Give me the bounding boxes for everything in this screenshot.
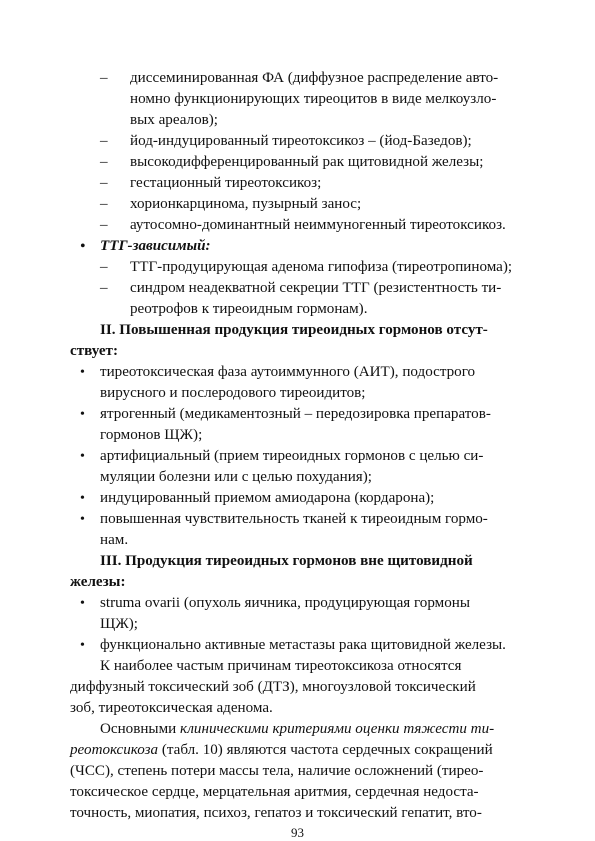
paragraph-line: (ЧСС), степень потери массы тела, наличие осложнений (тирео- [70, 763, 484, 779]
bullet-marker: • [80, 596, 85, 611]
section-heading-2-cont: ствует: [70, 343, 118, 359]
list-item-line: гестационный тиреотоксикоз; [130, 175, 322, 191]
list-item-line: struma ovarii (опухоль яичника, продуцирующая гормоны [100, 595, 470, 611]
bullet-marker: • [80, 407, 85, 422]
bullet-marker: • [80, 365, 85, 380]
bullet-marker: • [80, 512, 85, 527]
text-line: синдром неадекватной секреции ТТГ (резистентность ти- [130, 280, 502, 296]
list-item-line: индуцированный приемом амиодарона (кордарона); [100, 490, 435, 506]
list-item-line: реотрофов к тиреоидным гормонам). [130, 301, 368, 317]
list-item-line: артифициальный (прием тиреоидных гормонов с целью си- [100, 448, 484, 464]
list-item-line: вых ареалов); [130, 112, 218, 128]
list-item-line: тиреотоксическая фаза аутоиммунного (АИТ), подострого [100, 364, 476, 380]
section-heading-3: III. Продукция тиреоидных гормонов вне щитовидной [100, 553, 473, 569]
list-item-line: ятрогенный (медикаментозный – передозировка препаратов- [100, 406, 491, 422]
page-number: 93 [291, 825, 304, 840]
italic-run: реотоксикоза [70, 742, 159, 758]
section-heading-3-cont: железы: [70, 574, 126, 590]
list-item-line: аутосомно-доминантный неиммуногенный тиреотоксикоз. [130, 217, 506, 233]
bullet-marker: • [80, 491, 85, 506]
subheading-ttg: ТТГ-зависимый: [100, 238, 211, 254]
dash-marker: – [100, 133, 108, 149]
list-item-line [130, 278, 525, 299]
bullet-marker: • [80, 638, 85, 653]
paragraph-line: диффузный токсический зоб (ДТЗ), многоузловой токсический [70, 679, 476, 695]
list-item-line: ТТГ-продуцирующая аденома гипофиза (тиреотропинома); [130, 259, 513, 275]
bullet-marker: • [80, 449, 85, 464]
text-line: диссеминированная ФА (диффузное распределение авто- [130, 70, 499, 86]
list-item-line: муляции болезни или с целью похудания); [100, 469, 372, 485]
dash-marker: – [100, 154, 108, 170]
list-item-line: номно функционирующих тиреоцитов в виде мелкоузло- [130, 91, 497, 107]
italic-run: клиническими критериями оценки тяжести ти- [179, 721, 495, 737]
dash-marker: – [100, 259, 108, 275]
list-item-line: функционально активные метастазы рака щитовидной железы. [100, 637, 506, 653]
dash-marker: – [100, 280, 108, 296]
section-heading-2: II. Повышенная продукция тиреоидных гормонов отсут- [100, 322, 488, 338]
dash-marker: – [100, 196, 108, 212]
dash-marker: – [100, 217, 108, 233]
paragraph-line: К наиболее частым причинам тиреотоксикоза относятся [100, 658, 462, 674]
text-run: Основными [100, 721, 180, 737]
bullet-marker: • [80, 238, 86, 255]
dash-marker: – [100, 175, 108, 191]
list-item-line: йод-индуцированный тиреотоксикоз – (йод-Базедов); [130, 133, 472, 149]
paragraph-line: токсическое сердце, мерцательная аритмия, сердечная недоста- [70, 784, 479, 800]
paragraph-line [70, 740, 493, 761]
paragraph-line: точность, миопатия, психоз, гепатоз и токсический гепатит, вто- [70, 805, 482, 821]
dash-marker: – [100, 70, 108, 86]
list-item-line: вирусного и послеродового тиреоидитов; [100, 385, 366, 401]
list-item-line: нам. [100, 532, 129, 548]
list-item-line: повышенная чувствительность тканей к тиреоидным гормо- [100, 511, 488, 527]
list-item-line: ЩЖ); [100, 616, 138, 632]
list-item-line: хорионкарцинома, пузырный занос; [130, 196, 362, 212]
paragraph-line: зоб, тиреотоксическая аденома. [70, 700, 273, 716]
list-item-line: гормонов ЩЖ); [100, 427, 203, 443]
paragraph-line [100, 719, 494, 740]
list-item-line [130, 68, 525, 89]
text-run: (табл. 10) являются частота сердечных сокращений [158, 742, 493, 758]
list-item-line: высокодифференцированный рак щитовидной железы; [130, 154, 484, 170]
